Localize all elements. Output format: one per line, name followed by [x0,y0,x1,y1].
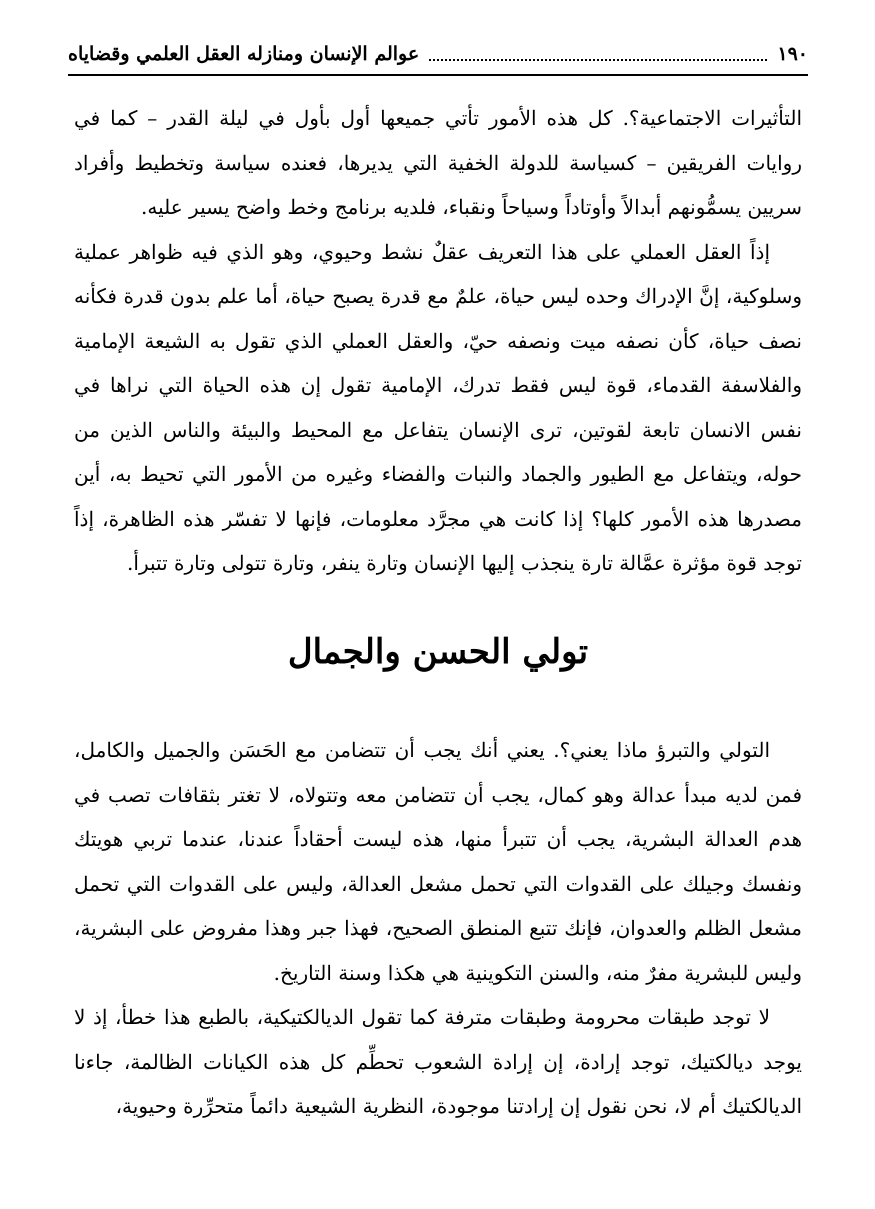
paragraph: التولي والتبرؤ ماذا يعني؟. يعني أنك يجب أن تتضامن مع الحَسَن والجميل والكامل، فمن لديه مبدأ عدالة وهو كمال، يجب أن تتضامن معه وتتولاه، لا تغتر بثقافات تصب في هدم العدالة البشرية، يجب أن تتبرأ منها، هذه ليست أحقاداً عندنا، عندما تربي هويتك ونفسك وجيلك على القدوات التي تحمل مشعل العدالة، وليس على القدوات التي تحمل مشعل الظلم والعدوان، فإنك تتبع المنطق الصحيح، فهذا جبر وهذا مفروض على البشرية، وليس للبشرية مفرٌ منه، والسنن التكوينية هي هكذا وسنة التاريخ. [74,738,803,985]
section-heading: تولي الحسن والجمال [287,632,589,672]
section-1-body [74,96,802,586]
paragraph: التأثيرات الاجتماعية؟. كل هذه الأمور تأتي جميعها أول بأول في ليلة القدر – كما في روايات الفريقين – كسياسة للدولة الخفية التي يديرها، فعنده سياسة وتخطيط وأفراد سريين يسمُّونهم أبدالاً وأوتاداً وسياحاً ونقباء، فلديه برنامج وخط واضح يسير عليه. [74,106,802,219]
running-header [68,34,808,76]
paragraph: إذاً العقل العملي على هذا التعريف عقلٌ نشط وحيوي، وهو الذي فيه ظواهر عملية وسلوكية، إنَّ الإدراك وحده ليس حياة، علمٌ مع قدرة يصبح حياة، أما علم بدون قدرة فكأنه نصف حياة، كأن نصفه ميت ونصفه حيّ، والعقل العملي الذي تقول به الشيعة الإمامية والفلاسفة القدماء، قوة ليس فقط تدرك، الإمامية تقول إن هذه الحياة التي نراها في نفس الانسان تابعة لقوتين، ترى الإنسان يتفاعل مع المحيط والبيئة والناس الذين من حوله، ويتفاعل مع الطيور والجماد والنبات والفضاء وغيره من الأمور التي تحيط به، أين مصدرها هذه الأمور كلها؟ إذا كانت هي مجرَّد معلومات، فإنها لا تفسّر هذه الظاهرة، إذاً توجد قوة مؤثرة عمَّالة تارة ينجذب إليها الإنسان وتارة ينفر، وتارة تتولى وتارة تتبرأ. [74,239,803,575]
book-title: عوالم الإنسان ومنازله العقل العلمي وقضاياه [68,43,420,65]
page-number: ١٩٠ [777,43,808,65]
paragraph: لا توجد طبقات محرومة وطبقات مترفة كما تقول الديالكتيكية، بالطبع هذا خطأ، إذ لا يوجد ديالكتيك، توجد إرادة، إن إرادة الشعوب تحطِّم كل هذه الكيانات الظالمة، جاءنا الديالكتيك أم لا، نحن نقول إن إرادتنا موجودة، النظرية الشيعية دائماً متحرِّرة وحيوية، [74,1005,802,1118]
header-leader-dots [429,59,767,61]
section-2-body [74,728,802,1129]
